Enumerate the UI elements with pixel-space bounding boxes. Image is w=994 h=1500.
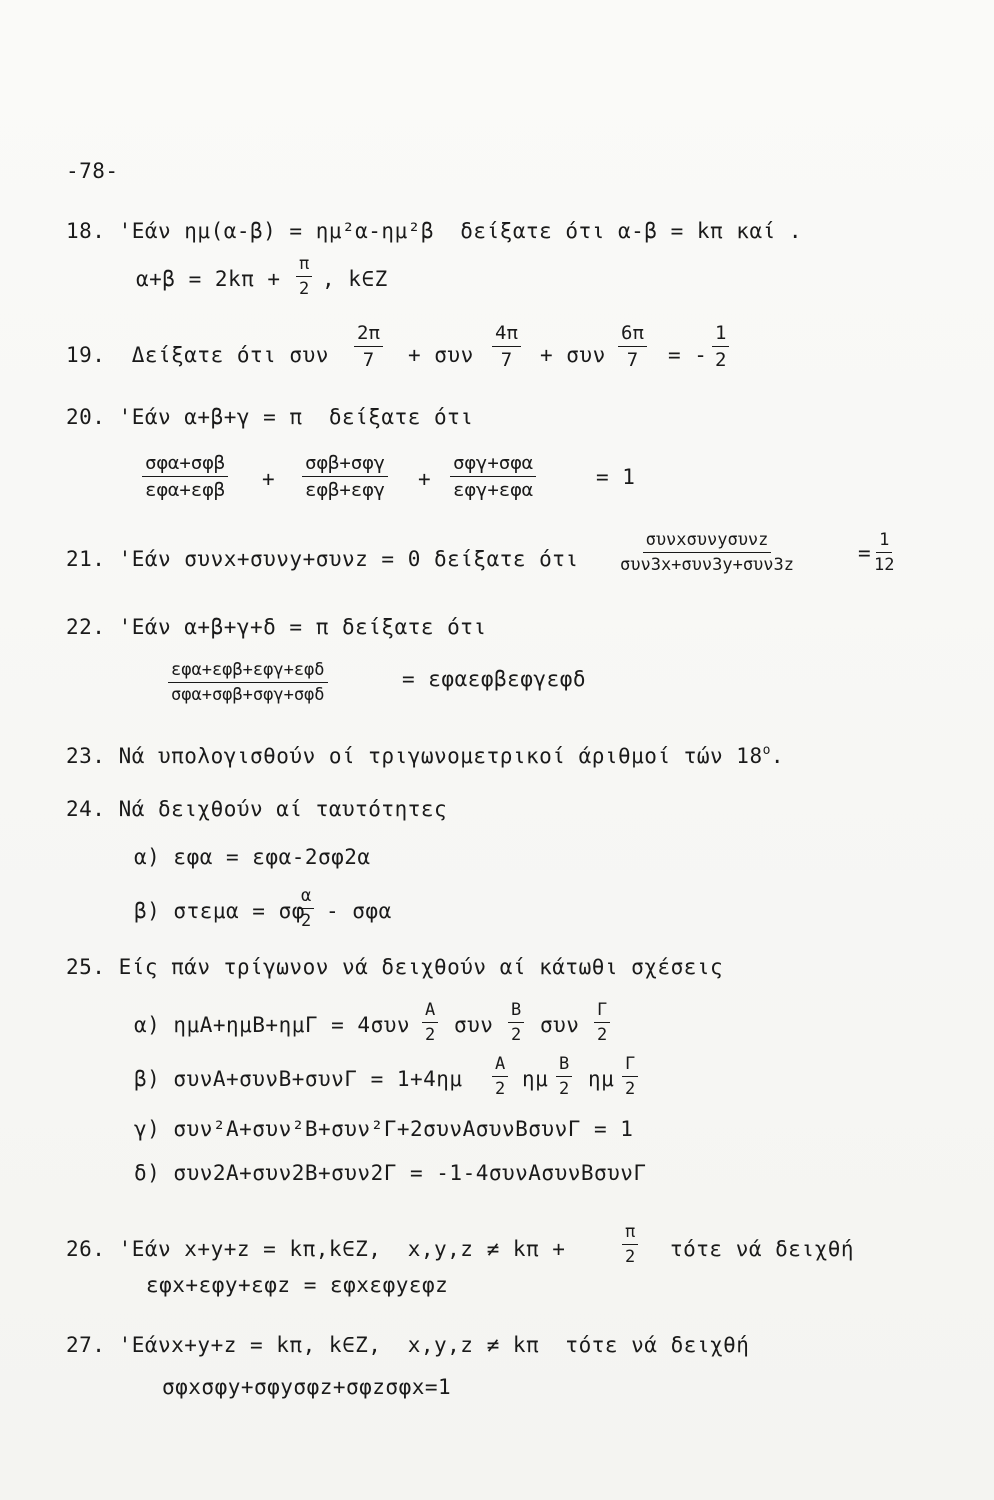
fraction-numerator: 6π [618, 322, 647, 347]
problem-19-fraction-4 [712, 322, 729, 371]
fraction-denominator: συν3x+συν3y+συν3z [620, 555, 794, 575]
fraction-denominator: 2 [495, 1079, 506, 1099]
fraction-denominator: σφα+σφβ+σφγ+σφδ [171, 685, 325, 705]
problem-21-equals: = [858, 541, 872, 565]
fraction-numerator: σφα+σφβ [142, 452, 228, 477]
problem-26-fraction [622, 1222, 638, 1267]
fraction-numerator: π [622, 1222, 638, 1245]
problem-21-statement: 21. 'Εάν συνx+συνy+συνz = 0 δείξατε ότι [66, 547, 579, 571]
problem-20-plus-2: + [418, 467, 432, 491]
problem-20-fraction-3 [450, 452, 536, 501]
fraction-numerator: Α [422, 1000, 438, 1023]
fraction-numerator: Α [492, 1054, 508, 1077]
fraction-numerator: 2π [354, 322, 383, 347]
problem-20-statement: 20. 'Εάν α+β+γ = π δείξατε ότι [66, 405, 474, 429]
page-number: -78- [66, 159, 119, 183]
fraction-denominator: 2 [299, 279, 310, 299]
problem-20-fraction-2 [302, 452, 388, 501]
problem-26-identity: εφx+εφy+εφz = εφxεφyεφz [146, 1273, 449, 1297]
problem-24-fraction [298, 886, 314, 931]
fraction-denominator: 2 [559, 1079, 570, 1099]
problem-26-statement-end: τότε νά δειχθή [670, 1237, 855, 1261]
fraction-denominator: 12 [874, 555, 895, 575]
fraction-denominator: εφβ+εφγ [305, 479, 386, 501]
problem-18-condition-start: α+β = 2kπ + [136, 267, 281, 291]
problem-19-equals: = - [668, 343, 708, 367]
problem-20-fraction-1 [142, 452, 228, 501]
fraction-numerator: εφα+εφβ+εφγ+εφδ [168, 660, 328, 683]
problem-26-statement-start: 26. 'Εάν x+y+z = kπ,k∈Z, x,y,z ≠ kπ + [66, 1237, 566, 1261]
problem-18-condition-end: , k∈Z [322, 267, 388, 291]
problem-25-b-fraction-2 [556, 1054, 572, 1099]
problem-25-part-a-lead: α) ημΑ+ημΒ+ημΓ = 4συν [134, 1013, 411, 1037]
problem-20-result: = 1 [596, 465, 636, 489]
problem-23-period: . [770, 744, 785, 768]
problem-25-a-fraction-3 [594, 1000, 610, 1045]
problem-27-identity: σφxσφy+σφyσφz+σφzσφx=1 [162, 1375, 452, 1399]
fraction-numerator: σφγ+σφα [450, 452, 536, 477]
fraction-numerator: π [296, 254, 312, 277]
problem-24-statement: 24. Νά δειχθούν αί ταυτότητες [66, 797, 448, 821]
fraction-numerator: 1 [712, 322, 729, 347]
fraction-denominator: 2 [625, 1247, 636, 1267]
problem-25-part-b-lead: β) συνΑ+συνΒ+συνΓ = 1+4ημ [134, 1067, 463, 1091]
fraction-numerator: συνxσυνyσυνz [643, 530, 772, 553]
fraction-numerator: σφβ+σφγ [302, 452, 388, 477]
problem-25-b-middle-1: ημ [522, 1067, 549, 1091]
problem-24-part-b-end: - σφα [326, 899, 392, 923]
fraction-denominator: εφα+εφβ [145, 479, 226, 501]
fraction-denominator: 2 [715, 349, 727, 371]
fraction-denominator: 2 [625, 1079, 636, 1099]
problem-24-part-b-lead: β) στεμα = σφ [134, 899, 305, 923]
problem-25-a-fraction-1 [422, 1000, 438, 1045]
problem-25-a-fraction-2 [508, 1000, 524, 1045]
problem-25-part-d: δ) συν2Α+συν2Β+συν2Γ = -1-4συνΑσυνΒσυνΓ [134, 1161, 647, 1185]
problem-21-result-fraction [874, 530, 894, 575]
problem-25-b-fraction-1 [492, 1054, 508, 1099]
problem-19-plus-2: + συν [540, 343, 606, 367]
fraction-denominator: 2 [425, 1025, 436, 1045]
fraction-numerator: Γ [594, 1000, 610, 1023]
fraction-denominator: 2 [597, 1025, 608, 1045]
problem-23-statement [66, 738, 784, 769]
degree-mark: o [762, 743, 771, 758]
problem-25-part-c: γ) συν²Α+συν²Β+συν²Γ+2συνΑσυνΒσυνΓ = 1 [134, 1117, 634, 1141]
problem-25-a-middle-2: συν [540, 1013, 580, 1037]
fraction-numerator: Γ [622, 1054, 638, 1077]
problem-27-statement: 27. 'Εάνx+y+z = kπ, k∈Z, x,y,z ≠ kπ τότε νά δειχθή [66, 1333, 750, 1357]
problem-18-fraction [296, 254, 312, 299]
problem-19-lead: 19. Δείξατε ότι συν [66, 343, 329, 367]
problem-18-statement: 18. 'Εάν ημ(α-β) = ημ²α-ημ²β δείξατε ότι α-β = kπ καί . [66, 219, 803, 243]
problem-23-text: 23. Νά υπολογισθούν οί τριγωνομετρικοί άριθμοί τών 18 [66, 744, 763, 768]
problem-21-fraction [620, 530, 794, 575]
problem-20-plus-1: + [262, 467, 276, 491]
problem-22-statement: 22. 'Εάν α+β+γ+δ = π δείξατε ότι [66, 615, 487, 639]
fraction-denominator: 7 [500, 349, 513, 371]
fraction-numerator: α [298, 886, 314, 909]
fraction-denominator: 7 [362, 349, 375, 371]
problem-22-fraction [168, 660, 328, 705]
fraction-numerator: Β [508, 1000, 524, 1023]
fraction-denominator: 2 [301, 911, 312, 931]
fraction-numerator: 1 [876, 530, 892, 553]
fraction-numerator: 4π [492, 322, 521, 347]
problem-25-b-middle-2: ημ [588, 1067, 615, 1091]
problem-25-a-middle-1: συν [454, 1013, 494, 1037]
problem-22-result: = εφαεφβεφγεφδ [402, 667, 587, 691]
problem-25-statement: 25. Είς πάν τρίγωνον νά δειχθούν αί κάτωθι σχέσεις [66, 955, 724, 979]
fraction-denominator: 2 [511, 1025, 522, 1045]
problem-25-b-fraction-3 [622, 1054, 638, 1099]
problem-19-fraction-1 [354, 322, 383, 371]
problem-19-fraction-2 [492, 322, 521, 371]
fraction-denominator: 7 [626, 349, 639, 371]
fraction-numerator: Β [556, 1054, 572, 1077]
problem-24-part-a: α) εφα = εφα-2σφ2α [134, 845, 371, 869]
fraction-denominator: εφγ+εφα [453, 479, 534, 501]
problem-19-plus-1: + συν [408, 343, 474, 367]
problem-19-fraction-3 [618, 322, 647, 371]
